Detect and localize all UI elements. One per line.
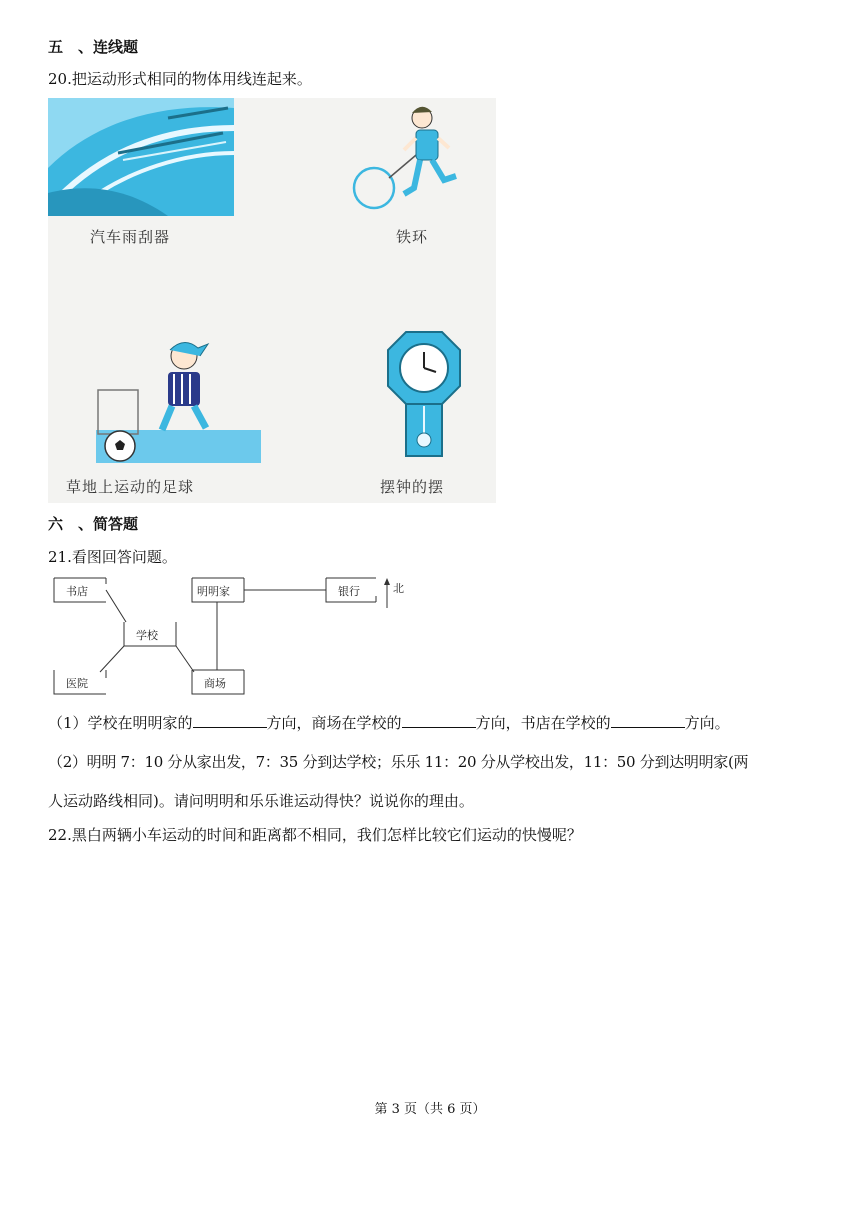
section-number: 五 bbox=[48, 38, 64, 56]
question-21-part-1 bbox=[48, 712, 730, 733]
q21-1-text-c: 方向，书店在学校的 bbox=[475, 714, 611, 732]
football-caption: 草地上运动的足球 bbox=[66, 478, 195, 496]
answer-blank-1[interactable] bbox=[193, 713, 267, 728]
wiper-image bbox=[48, 98, 234, 216]
matching-image-block bbox=[48, 98, 496, 503]
section-title: 、简答题 bbox=[78, 515, 139, 533]
map-label-hospital: 医院 bbox=[66, 677, 88, 690]
question-21: 21.看图回答问题。 bbox=[48, 548, 177, 566]
pendulum-clock-image bbox=[384, 330, 464, 462]
question-20: 20.把运动形式相同的物体用线连起来。 bbox=[48, 70, 312, 88]
map-label-bank: 银行 bbox=[338, 585, 360, 598]
q21-1-text-a: （1）学校在明明家的 bbox=[48, 714, 193, 732]
map-label-mingming-home: 明明家 bbox=[197, 585, 230, 598]
section-number: 六 bbox=[48, 515, 64, 533]
question-22: 22.黑白两辆小车运动的时间和距离都不相同，我们怎样比较它们运动的快慢呢？ bbox=[48, 826, 582, 844]
q21-1-text-d: 方向。 bbox=[684, 714, 730, 732]
page-footer: 第 3 页（共 6 页） bbox=[374, 1102, 486, 1117]
map-label-bookstore: 书店 bbox=[66, 585, 88, 598]
map-diagram bbox=[50, 576, 420, 698]
answer-blank-3[interactable] bbox=[611, 713, 685, 728]
q21-1-text-b: 方向，商场在学校的 bbox=[266, 714, 402, 732]
map-label-north: 北 bbox=[393, 582, 404, 595]
hoop-caption: 铁环 bbox=[396, 228, 429, 246]
map-label-school: 学校 bbox=[136, 629, 158, 642]
question-21-part-2-line-1: （2）明明 7：10 分从家出发，7：35 分到达学校；乐乐 11：20 分从学校出发，11：50 分到达明明家(两 bbox=[48, 753, 749, 771]
section-heading-5 bbox=[48, 36, 138, 57]
wiper-caption: 汽车雨刮器 bbox=[90, 228, 171, 246]
football-image bbox=[96, 338, 261, 463]
section-heading-6 bbox=[48, 513, 138, 534]
hoop-image bbox=[344, 98, 484, 216]
answer-blank-2[interactable] bbox=[402, 713, 476, 728]
section-title: 、连线题 bbox=[78, 38, 139, 56]
question-21-part-2-line-2: 人运动路线相同)。请问明明和乐乐谁运动得快？说说你的理由。 bbox=[48, 792, 474, 810]
pendulum-caption: 摆钟的摆 bbox=[380, 478, 445, 496]
map-label-mall: 商场 bbox=[204, 677, 226, 690]
